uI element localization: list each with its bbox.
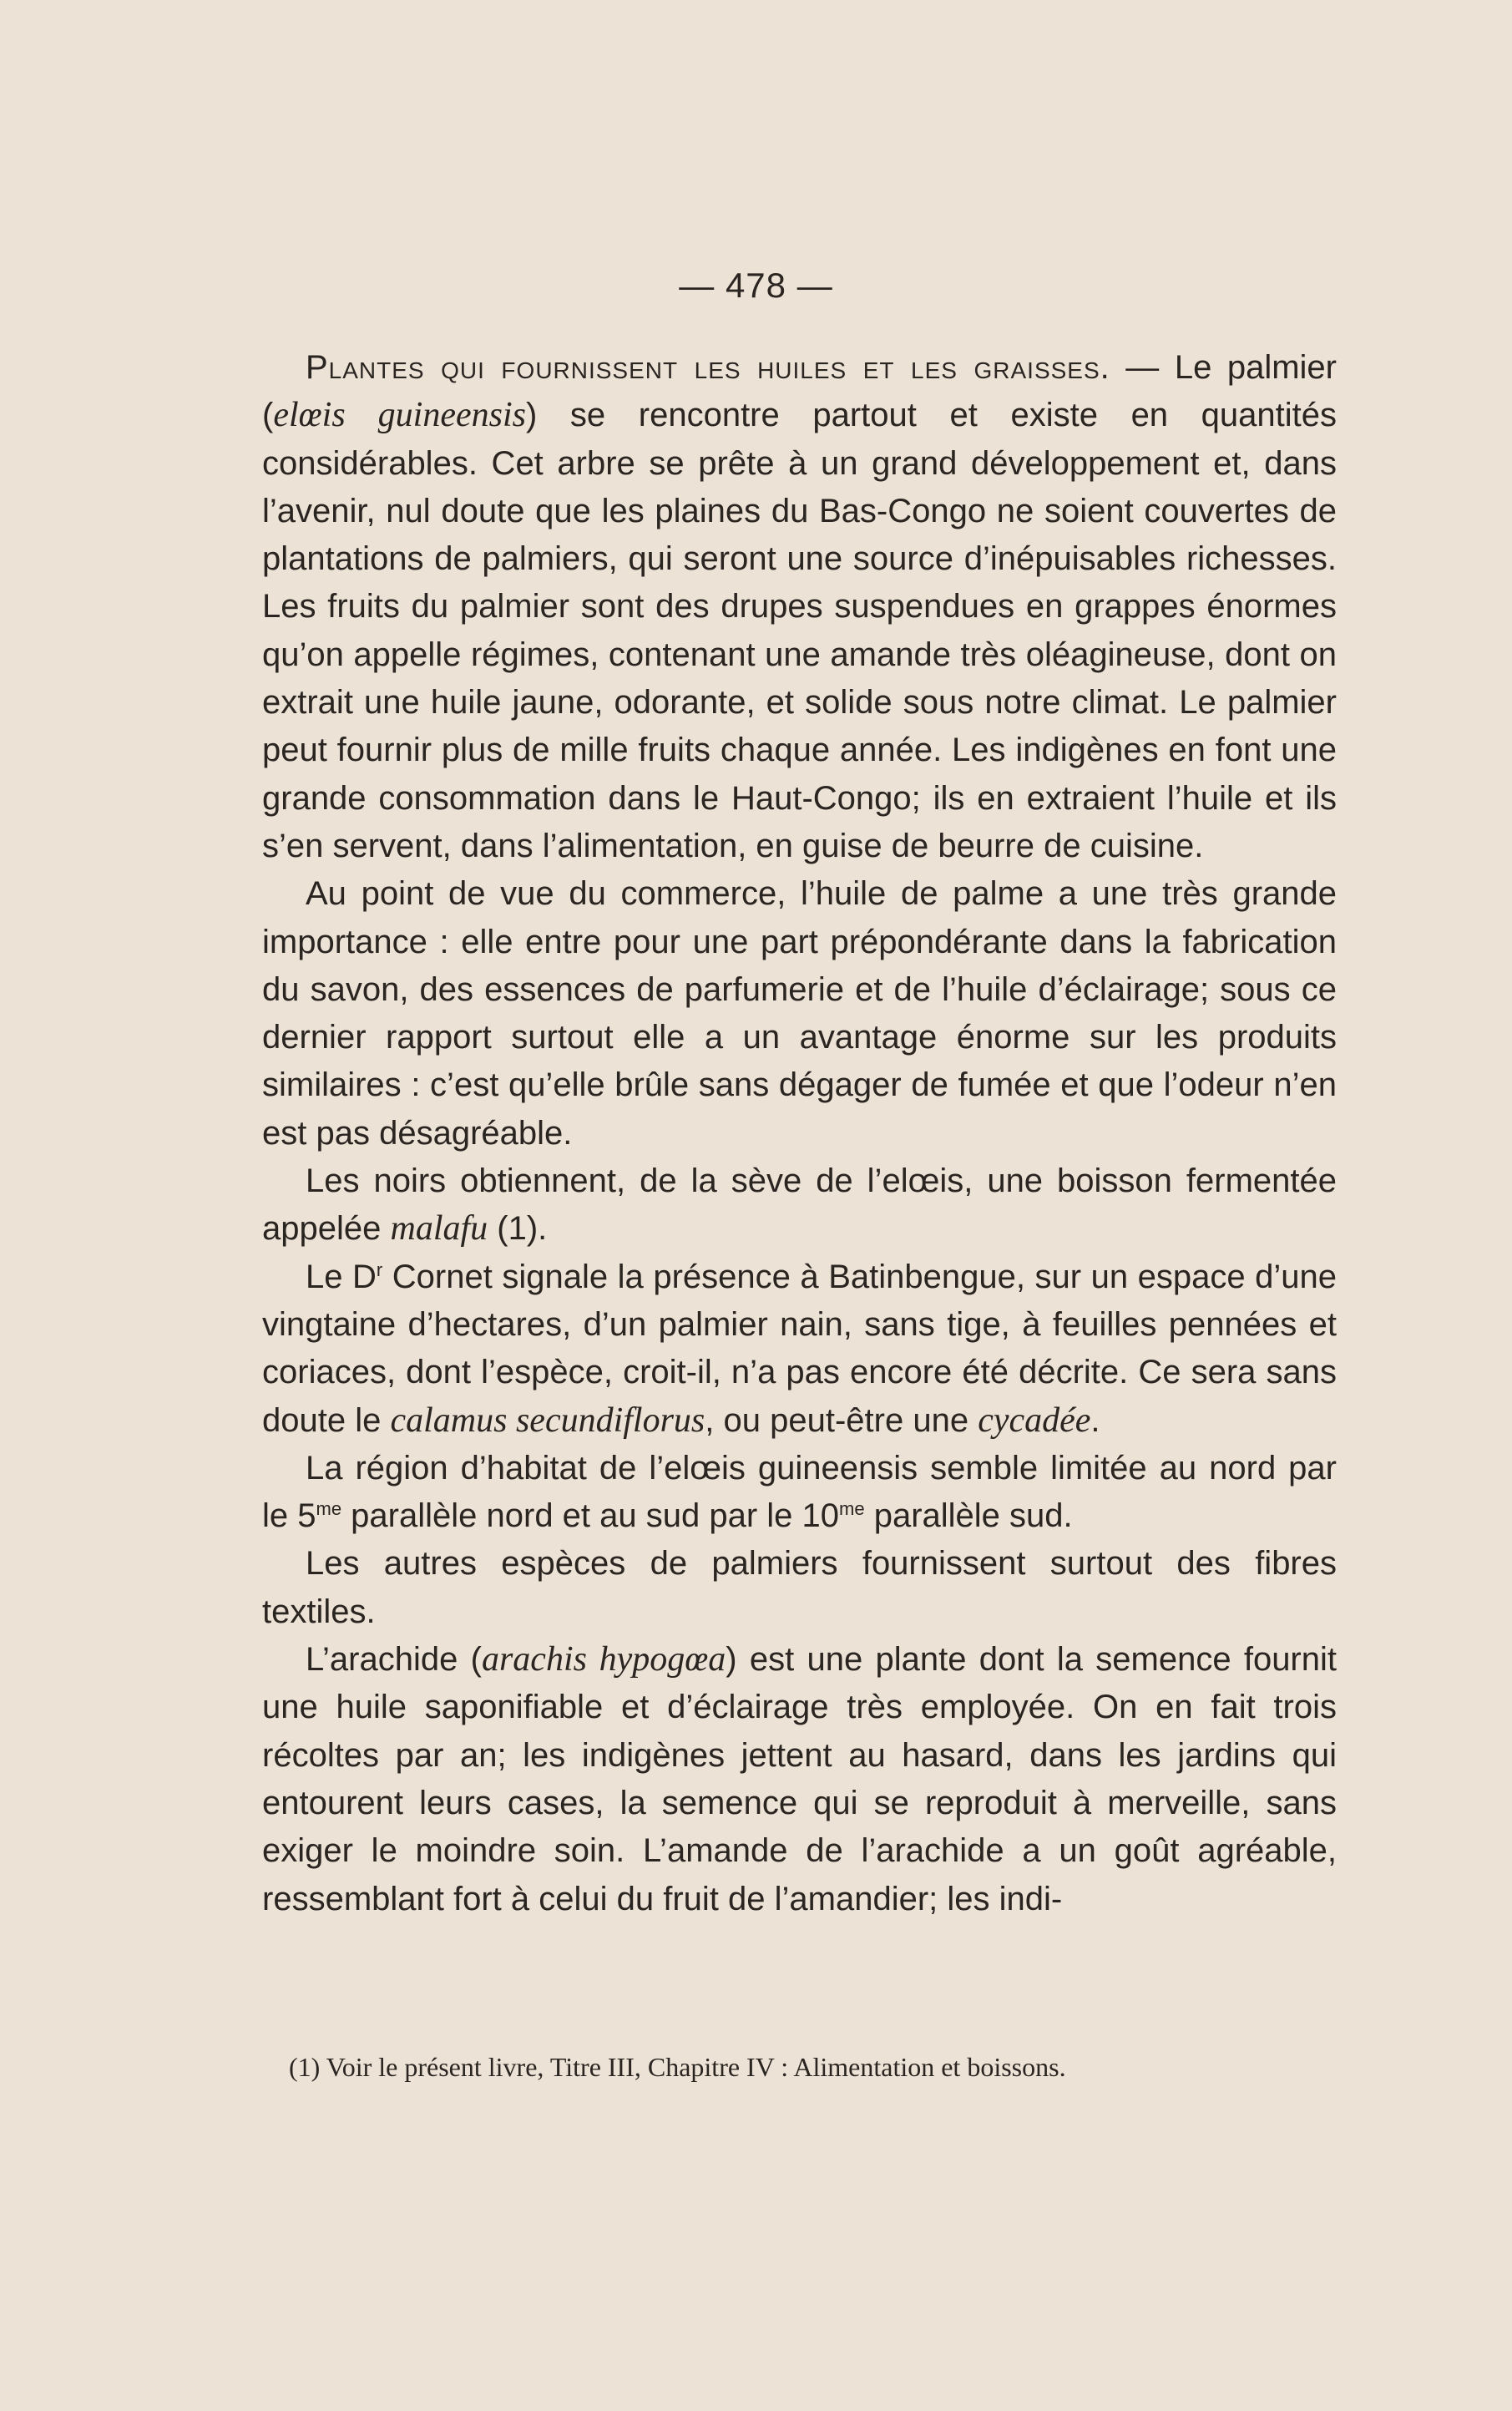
superscript: me — [839, 1498, 865, 1520]
paragraph-text: . — [1090, 1401, 1100, 1439]
paragraph-text: parallèle sud. — [864, 1497, 1073, 1535]
paragraph-other-palms: Les autres espèces de palmiers fournissent surtout des fibres textiles. — [262, 1545, 1337, 1630]
paragraph-text: Les noirs obtiennent, de la sève de l’elœis, une boisson fermentée appelée — [262, 1162, 1337, 1248]
paragraph-text: ) se rencontre partout et existe en quantités considérables. Cet arbre se prête à un grand développement et, dans l’avenir, nul doute que les plaines du Bas-Congo ne soient couvertes de plantations de palmiers, qui seront une source d’inépuisables richesses. Les fruits du palmier sont des drupes suspendues en grappes énormes qu’on appelle régimes, contenant une amande très oléagineuse, dont on extrait une huile jaune, odorante, et solide sous notre climat. Le palmier peut fournir plus de mille fruits chaque année. Les indigènes en font une grande consommation dans le Haut-Congo; ils en extraient l’huile et ils s’en servent, dans l’alimentation, en guise de beurre de cuisine. — [262, 397, 1338, 864]
paragraph-text: L’arachide ( — [306, 1641, 482, 1679]
footnote-reference: (1). — [488, 1210, 548, 1248]
paragraph-text: La région d’habitat de l’elœis guineensis semble limitée au nord par le 5 — [262, 1449, 1337, 1535]
italic-term: calamus secundiflorus — [390, 1401, 705, 1440]
heading-dash: — Le palmier ( — [262, 349, 1337, 434]
superscript: r — [376, 1259, 383, 1280]
paragraph-text: Cornet signale la présence à Batinbengue, sur un espace d’une vingtaine d’hectares, d’un palmier nain, sans tige, à feuilles pennées et coriaces, dont l’espèce, croit-il, n’a pas encore été décrite. Ce sera sans doute le — [262, 1258, 1337, 1439]
paragraph-palm-oil — [262, 344, 1337, 870]
species-name: elœis guineensis — [273, 396, 526, 435]
superscript: me — [316, 1498, 342, 1520]
paragraph-text: ) est une plante dont la semence fournit une huile saponifiable et d’éclairage très employée. On en fait trois récoltes par an; les indigènes jettent au hasard, dans les jardins qui entourent leurs cases, la semence qui se reproduit à merveille, sans exiger le moindre soin. L’amande de l’arachide a un goût agréable, ressemblant fort à celui du fruit de l’amandier; les indi- — [262, 1641, 1338, 1917]
paragraph-arachide — [262, 1636, 1337, 1923]
page-number: — 478 — — [679, 266, 833, 305]
footnote: (1) Voir le présent livre, Titre III, Chapitre IV : Alimentation et boissons. — [289, 2052, 1066, 2082]
paragraph-commerce: Au point de vue du commerce, l’huile de palme a une très grande importance : elle entre pour une part prépondérante dans la fabrication du savon, des essences de parfumerie et de l’huile d’éclairage; sous ce dernier rapport surtout elle a un avantage énorme sur les produits similaires : c’est qu’elle brûle sans dégager de fumée et que l’odeur n’en est pas désagréable. — [262, 875, 1337, 1152]
italic-term: cycadée — [978, 1401, 1091, 1440]
section-heading: Plantes qui fournissent les huiles et les graisses. — [306, 349, 1110, 386]
italic-term: malafu — [390, 1209, 488, 1249]
paragraph-cornet — [262, 1254, 1337, 1445]
paragraph-text: parallèle nord et au sud par le 10 — [341, 1497, 840, 1535]
paragraph-text: Le D — [306, 1258, 377, 1295]
body-text — [262, 344, 1337, 1923]
paragraph-malafu — [262, 1157, 1337, 1254]
paragraph-habitat — [262, 1445, 1337, 1541]
paragraph-text: , ou peut-être une — [705, 1401, 979, 1439]
italic-term: arachis hypogœa — [481, 1640, 726, 1679]
